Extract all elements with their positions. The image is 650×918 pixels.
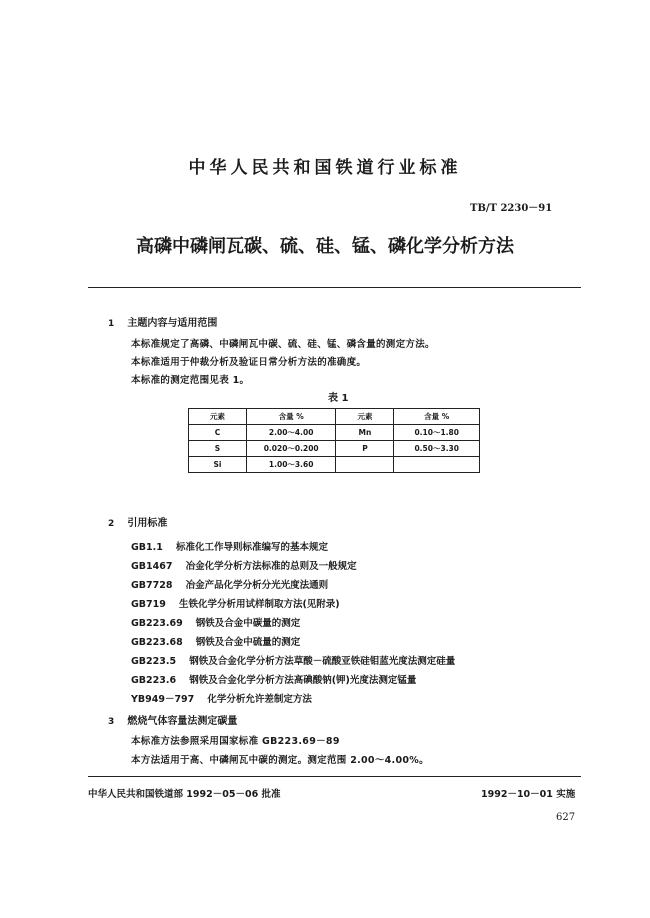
- paragraph: 本方法适用于高、中磷闸瓦中碳的测定。测定范围 2.00～4.00%。: [131, 755, 429, 766]
- table-row: [189, 425, 480, 441]
- reference-code: GB223.69: [131, 618, 183, 629]
- table-header-cell: 含量 %: [246, 409, 336, 425]
- page-number: 627: [556, 812, 576, 823]
- reference-item: [131, 573, 328, 592]
- table-cell: [394, 457, 480, 473]
- reference-title: 标准化工作导则标准编写的基本规定: [175, 542, 328, 553]
- reference-title: 钢铁及合金化学分析方法草酸－硫酸亚铁硅钼蓝光度法测定硅量: [189, 656, 456, 667]
- reference-title: 冶金产品化学分析分光光度法通则: [185, 580, 329, 591]
- approval-line: 中华人民共和国铁道部 1992－05－06 批准: [88, 789, 281, 800]
- table-cell: S: [189, 441, 247, 457]
- reference-title: 钢铁及合金中碳量的测定: [195, 618, 301, 629]
- section-title: 主题内容与适用范围: [127, 318, 218, 329]
- section-number: 1: [108, 319, 115, 329]
- range-table: [188, 408, 480, 473]
- reference-code: GB223.68: [131, 637, 183, 648]
- reference-code: GB1.1: [131, 542, 163, 553]
- reference-code: GB223.5: [131, 656, 177, 667]
- reference-item: [131, 554, 357, 573]
- reference-item: [131, 630, 300, 649]
- reference-code: GB1467: [131, 561, 173, 572]
- table-cell: P: [336, 441, 394, 457]
- table-cell: 2.00～4.00: [246, 425, 336, 441]
- table-cell: 0.10～1.80: [394, 425, 480, 441]
- table-row: [189, 441, 480, 457]
- reference-title: 化学分析允许差制定方法: [207, 694, 312, 705]
- table-cell: Si: [189, 457, 247, 473]
- section-1-heading: [108, 311, 217, 330]
- reference-code: GB7728: [131, 580, 173, 591]
- section-number: 3: [108, 717, 115, 727]
- section-2-heading: [108, 511, 167, 530]
- section-number: 2: [108, 519, 115, 529]
- table-header-cell: 元素: [189, 409, 247, 425]
- paragraph: 本标准规定了高磷、中磷闸瓦中碳、硫、硅、锰、磷含量的测定方法。: [131, 339, 435, 350]
- table-cell: 0.020～0.200: [246, 441, 336, 457]
- section-title: 引用标准: [127, 518, 168, 529]
- table-row: [189, 457, 480, 473]
- reference-code: GB223.6: [131, 675, 177, 686]
- org-title: 中华人民共和国铁道行业标准: [188, 158, 462, 178]
- table-caption: 表 1: [328, 393, 349, 404]
- reference-item: [131, 687, 312, 706]
- bottom-divider: [88, 776, 581, 777]
- table-cell: [336, 457, 394, 473]
- reference-item: [131, 592, 340, 611]
- reference-code: YB949－797: [131, 694, 195, 705]
- table-cell: 1.00～3.60: [246, 457, 336, 473]
- top-divider: [88, 287, 581, 288]
- paragraph: 本标准方法参照采用国家标准 GB223.69－89: [131, 736, 340, 747]
- reference-item: [131, 649, 455, 668]
- section-title: 燃烧气体容量法测定碳量: [127, 716, 238, 727]
- table-cell: C: [189, 425, 247, 441]
- table-cell: 0.50～3.30: [394, 441, 480, 457]
- table-header-cell: 含量 %: [394, 409, 480, 425]
- reference-title: 钢铁及合金中硫量的测定: [195, 637, 301, 648]
- table-header-row: [189, 409, 480, 425]
- table-cell: Mn: [336, 425, 394, 441]
- standard-code: TB/T 2230－91: [470, 203, 553, 214]
- paragraph: 本标准的测定范围见表 1。: [131, 375, 250, 386]
- document-title: 高磷中磷闸瓦碳、硫、硅、锰、磷化学分析方法: [136, 236, 514, 257]
- paragraph: 本标准适用于仲裁分析及验证日常分析方法的准确度。: [131, 357, 367, 368]
- reference-title: 生铁化学分析用试样制取方法(见附录): [178, 599, 340, 610]
- reference-title: 钢铁及合金化学分析方法高碘酸钠(钾)光度法测定锰量: [189, 675, 417, 686]
- reference-item: [131, 535, 328, 554]
- reference-item: [131, 611, 300, 630]
- table-header-cell: 元素: [336, 409, 394, 425]
- section-3-heading: [108, 709, 237, 728]
- reference-title: 冶金化学分析方法标准的总则及一般规定: [185, 561, 357, 572]
- reference-item: [131, 668, 416, 687]
- implementation-date: 1992－10－01 实施: [481, 789, 576, 800]
- reference-code: GB719: [131, 599, 166, 610]
